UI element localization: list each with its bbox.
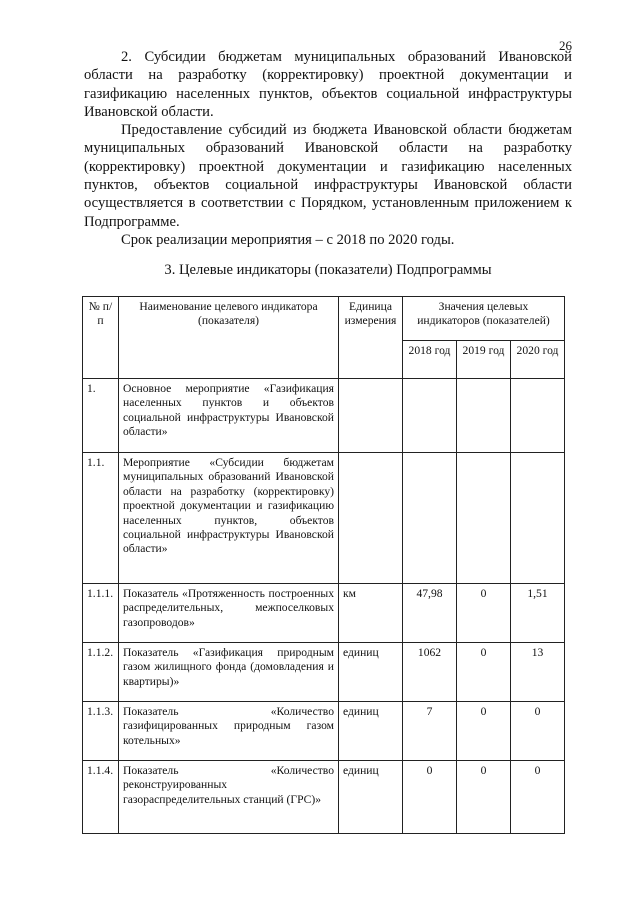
indicator-name: Показатель «Протяженность построенных распределительных, межпоселковых газопроводов» [119, 584, 339, 643]
value-2018: 1062 [403, 643, 457, 702]
table-row [83, 643, 565, 702]
indicator-name: Показатель «Газификация природным газом жилищного фонда (домовладения и квартиры)» [119, 643, 339, 702]
unit-cell [339, 453, 403, 584]
value-2019 [457, 453, 511, 584]
value-2020 [511, 453, 565, 584]
indicator-name: Показатель «Количество газифицированных природным газом котельных» [119, 702, 339, 761]
value-2019: 0 [457, 702, 511, 761]
paragraph-implementation-period: Срок реализации мероприятия – с 2018 по 2020 годы. [121, 231, 455, 248]
value-2019: 0 [457, 584, 511, 643]
row-number: 1. [83, 379, 119, 453]
value-2018: 7 [403, 702, 457, 761]
header-indicator-name: Наименование целевого индикатора (показателя) [119, 297, 339, 379]
unit-cell: единиц [339, 643, 403, 702]
paragraph-subsidies-title: 2. Субсидии бюджетам муниципальных образований Ивановской области на разработку (корректировку) проектной документации и газификацию населенных пунктов, объектов социальной инфраструктуры Ивановской области. [84, 49, 572, 120]
row-number: 1.1.4. [83, 761, 119, 834]
value-2020 [511, 379, 565, 453]
indicator-name: Основное мероприятие «Газификация населенных пунктов и объектов социальной инфраструктуры Ивановской области» [119, 379, 339, 453]
indicator-name: Показатель «Количество реконструированных газораспределительных станций (ГРС)» [119, 761, 339, 834]
header-year-2018: 2018 год [403, 341, 457, 379]
value-2019: 0 [457, 761, 511, 834]
table-row [83, 453, 565, 584]
row-number: 1.1. [83, 453, 119, 584]
header-unit: Единица измерения [339, 297, 403, 379]
paragraph-subsidies-description: Предоставление субсидий из бюджета Ивановской области бюджетам муниципальных образований Ивановской области на разработку (корректировку) проектной документации и газификацию населенных пунктов, объектов социальной инфраструктуры Ивановской области осуществляется в соответствии с Порядком, установленным приложением к Подпрограмме. [84, 122, 572, 230]
header-values: Значения целевых индикаторов (показателей) [403, 297, 565, 341]
unit-cell: км [339, 584, 403, 643]
value-2018: 0 [403, 761, 457, 834]
header-number: № п/п [83, 297, 119, 379]
value-2020: 1,51 [511, 584, 565, 643]
row-number: 1.1.2. [83, 643, 119, 702]
value-2018: 47,98 [403, 584, 457, 643]
row-number: 1.1.1. [83, 584, 119, 643]
unit-cell: единиц [339, 761, 403, 834]
table-row [83, 761, 565, 834]
value-2019 [457, 379, 511, 453]
value-2018 [403, 379, 457, 453]
value-2019: 0 [457, 643, 511, 702]
header-year-2019: 2019 год [457, 341, 511, 379]
table-row [83, 702, 565, 761]
page-number: 26 [559, 38, 572, 53]
section-title: 3. Целевые индикаторы (показатели) Подпрограммы [164, 262, 492, 278]
indicator-name: Мероприятие «Субсидии бюджетам муниципальных образований Ивановской области на разработку (корректировку) проектной документации и газификацию населенных пунктов, объектов социальной инфраструктуры Ивановской области» [119, 453, 339, 584]
value-2020: 13 [511, 643, 565, 702]
indicators-table [82, 296, 565, 834]
row-number: 1.1.3. [83, 702, 119, 761]
unit-cell [339, 379, 403, 453]
value-2018 [403, 453, 457, 584]
value-2020: 0 [511, 761, 565, 834]
body-text [84, 48, 572, 249]
value-2020: 0 [511, 702, 565, 761]
unit-cell: единиц [339, 702, 403, 761]
table-row [83, 379, 565, 453]
header-year-2020: 2020 год [511, 341, 565, 379]
table-row [83, 584, 565, 643]
